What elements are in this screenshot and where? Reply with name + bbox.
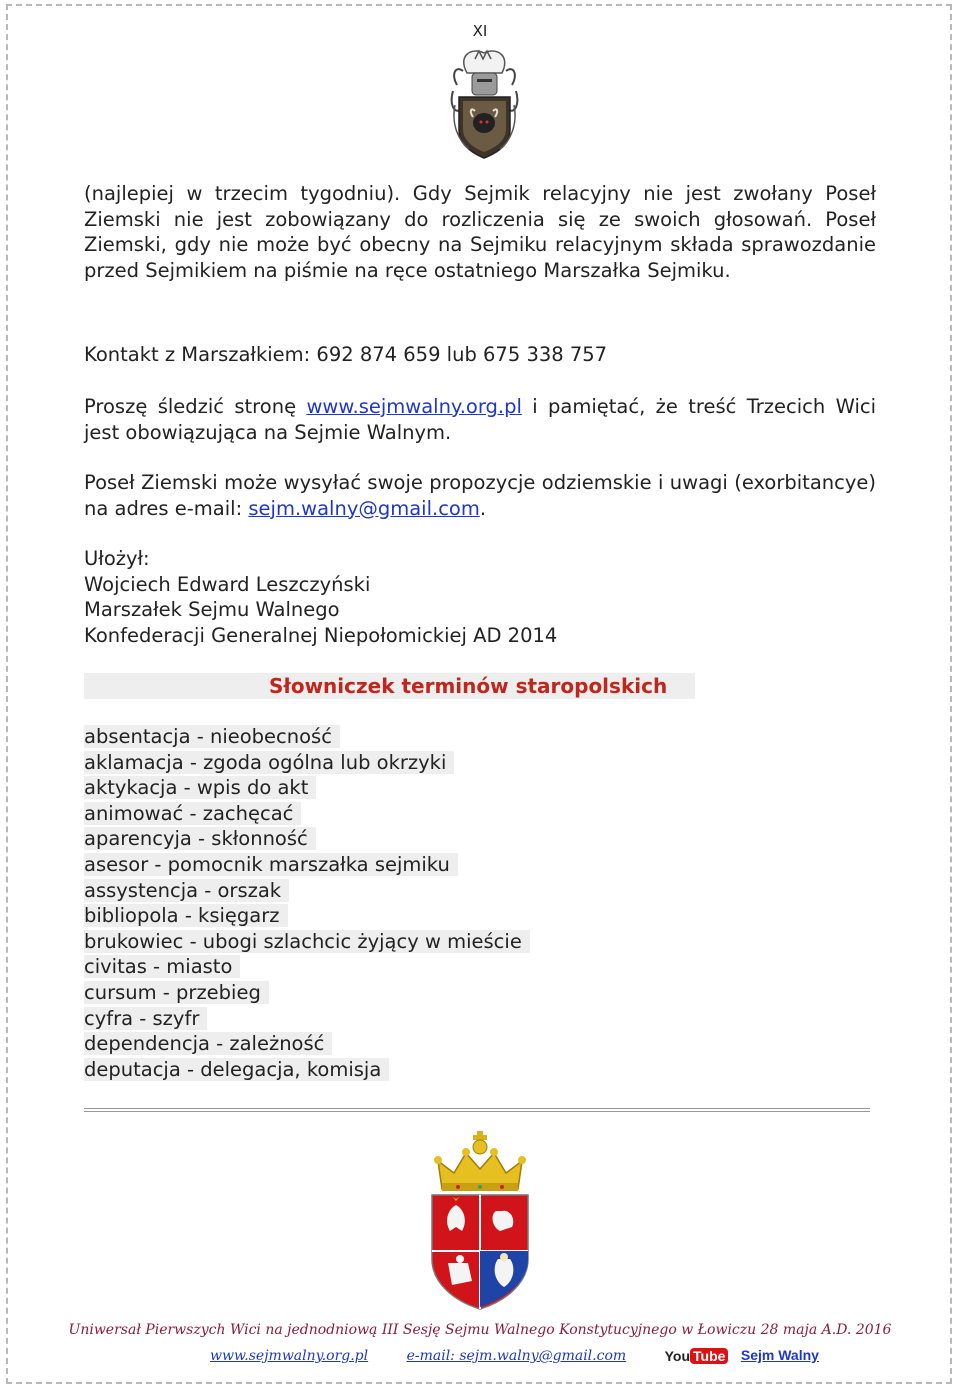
glossary-item: civitas - miasto [84,954,530,980]
glossary-item: brukowiec - ubogi szlachcic żyjący w mieście [84,929,530,955]
coat-of-arms-top-icon [447,45,522,163]
contact-line: Kontakt z Marszałkiem: 692 874 659 lub 675 338 757 [84,343,608,366]
glossary-item: animować - zachęcać [84,801,530,827]
follow-suffix: i pamiętać, że treść Trzecich Wici jest obowiązująca na Sejmie Walnym. [84,395,877,444]
footer-email-link[interactable]: e-mail: sejm.walny@gmail.com [406,1348,627,1364]
footer-links [210,1347,819,1365]
glossary-item: assystencja - orszak [84,878,530,904]
glossary-item: aktykacja - wpis do akt [84,775,530,801]
glossary-item: deputacja - delegacja, komisja [84,1057,530,1083]
email-paragraph [84,470,876,521]
email-link[interactable]: sejm.walny@gmail.com [248,496,480,520]
paragraph-intro: (najlepiej w trzecim tygodniu). Gdy Sejmik relacyjny nie jest zwołany Poseł Ziemski nie jest zobowiązany do rozliczenia się ze swoich głosowań. Poseł Ziemski, gdy nie może być obecny na Sejmiku relacyjnym składa sprawozdanie przed Sejmikiem na piśmie na ręce ostatniego Marszałka Sejmiku. [84,182,876,282]
glossary-item: asesor - pomocnik marszałka sejmiku [84,852,530,878]
signature-line: Wojciech Edward Leszczyński [84,572,371,596]
footer-website-link[interactable]: www.sejmwalny.org.pl [210,1348,369,1364]
signature-line: Konfederacji Generalnej Niepołomickiej AD 2014 [84,623,558,647]
glossary-list [84,724,530,1082]
email-suffix: . [479,496,487,520]
glossary-item: bibliopola - księgarz [84,903,530,929]
page-number: XI [472,22,488,40]
youtube-logo-icon[interactable]: You Tube [665,1348,729,1365]
sejm-walny-link[interactable]: Sejm Walny [740,1347,819,1363]
email-prefix: Poseł Ziemski może wysyłać swoje propozycje odziemskie i uwagi (exorbitancye) na adres e-mail: [84,471,876,520]
glossary-item: absentacja - nieobecność [84,724,530,750]
footer-divider [84,1108,870,1114]
signature-line: Ułożył: [84,547,150,570]
glossary-item: aklamacja - zgoda ogólna lub okrzyki [84,750,530,776]
follow-prefix: Proszę śledzić stronę [84,395,297,418]
signature-line: Marszałek Sejmu Walnego [84,598,340,621]
glossary-title: Słowniczek terminów staropolskich [269,674,668,698]
commonwealth-coat-of-arms-icon [428,1131,532,1311]
footer-proclamation: Uniwersał Pierwszych Wici na jednodniową III Sesję Sejmu Walnego Konstytucyjnego w Łowiczu 28 maja A.D. 2016 [68,1322,892,1338]
signature-block [84,546,876,648]
follow-paragraph [84,394,876,445]
glossary-item: cursum - przebieg [84,980,530,1006]
glossary-item: cyfra - szyfr [84,1006,530,1032]
glossary-item: aparencyja - skłonność [84,826,530,852]
website-link[interactable]: www.sejmwalny.org.pl [306,395,522,418]
glossary-item: dependencja - zależność [84,1031,530,1057]
